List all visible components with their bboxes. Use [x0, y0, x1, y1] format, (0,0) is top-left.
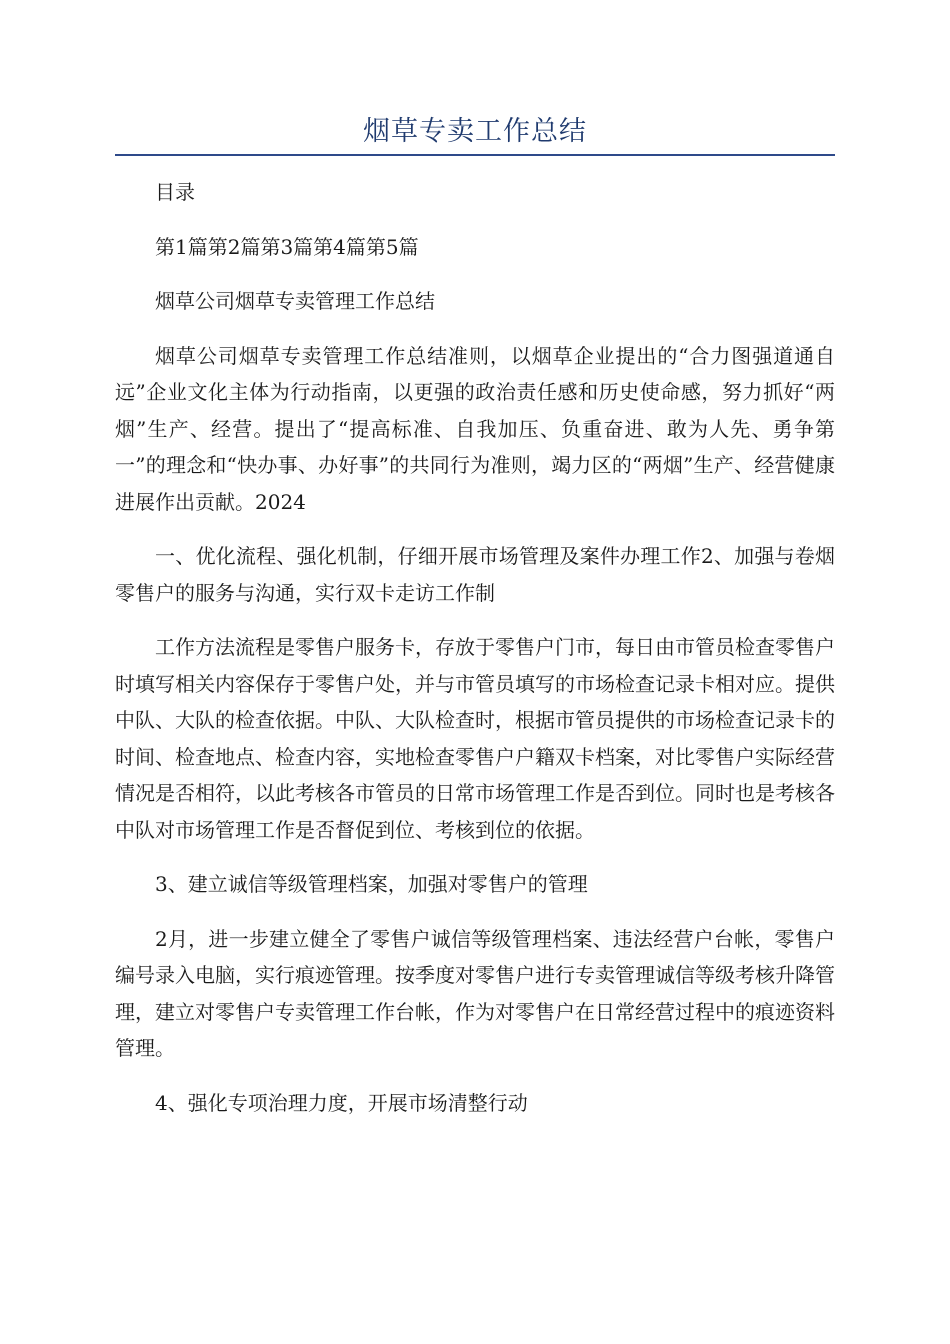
paragraph: 4、强化专项治理力度，开展市场清整行动 [155, 1090, 528, 1115]
paragraph: 工作方法流程是零售户服务卡，存放于零售户门市，每日由市管员检查零售户时填写相关内容保存于零售户处，并与市管员填写的市场检查记录卡相对应。提供中队、大队的检查依据。中队、大队检查时，根据市管员提供的市场检查记录卡的时间、检查地点、检查内容，实地检查零售户户籍双卡档案，对比零售户实际经营情况是否相符，以此考核各市管员的日常市场管理工作是否到位。同时也是考核各中队对市场管理工作是否督促到位、考核到位的依据。 [115, 635, 835, 842]
paragraph: 3、建立诚信等级管理档案，加强对零售户的管理 [155, 872, 588, 896]
toc-items: 第1篇第2篇第3篇第4篇第5篇 [155, 234, 419, 259]
toc-label: 目录 [155, 180, 195, 204]
document-body [115, 174, 835, 1139]
paragraph: 一、优化流程、强化机制，仔细开展市场管理及案件办理工作2、加强与卷烟零售户的服务与沟通，实行双卡走访工作制 [115, 544, 835, 605]
title-divider [115, 154, 835, 156]
section-subtitle: 烟草公司烟草专卖管理工作总结 [155, 289, 435, 313]
paragraph: 烟草公司烟草专卖管理工作总结准则，以烟草企业提出的“合力图强道通自远”企业文化主体为行动指南，以更强的政治责任感和历史使命感，努力抓好“两烟”生产、经营。提出了“提高标准、自我加压、负重奋进、敢为人先、勇争第一”的理念和“快办事、办好事”的共同行为准则，竭力区的“两烟”生产、经营健康进展作出贡献。2024 [115, 343, 835, 514]
paragraph: 2月，进一步建立健全了零售户诚信等级管理档案、违法经营户台帐，零售户编号录入电脑，实行痕迹管理。按季度对零售户进行专卖管理诚信等级考核升降管理，建立对零售户专卖管理工作台帐，作为对零售户在日常经营过程中的痕迹资料管理。 [115, 926, 835, 1060]
document-title: 烟草专卖工作总结 [363, 116, 587, 147]
